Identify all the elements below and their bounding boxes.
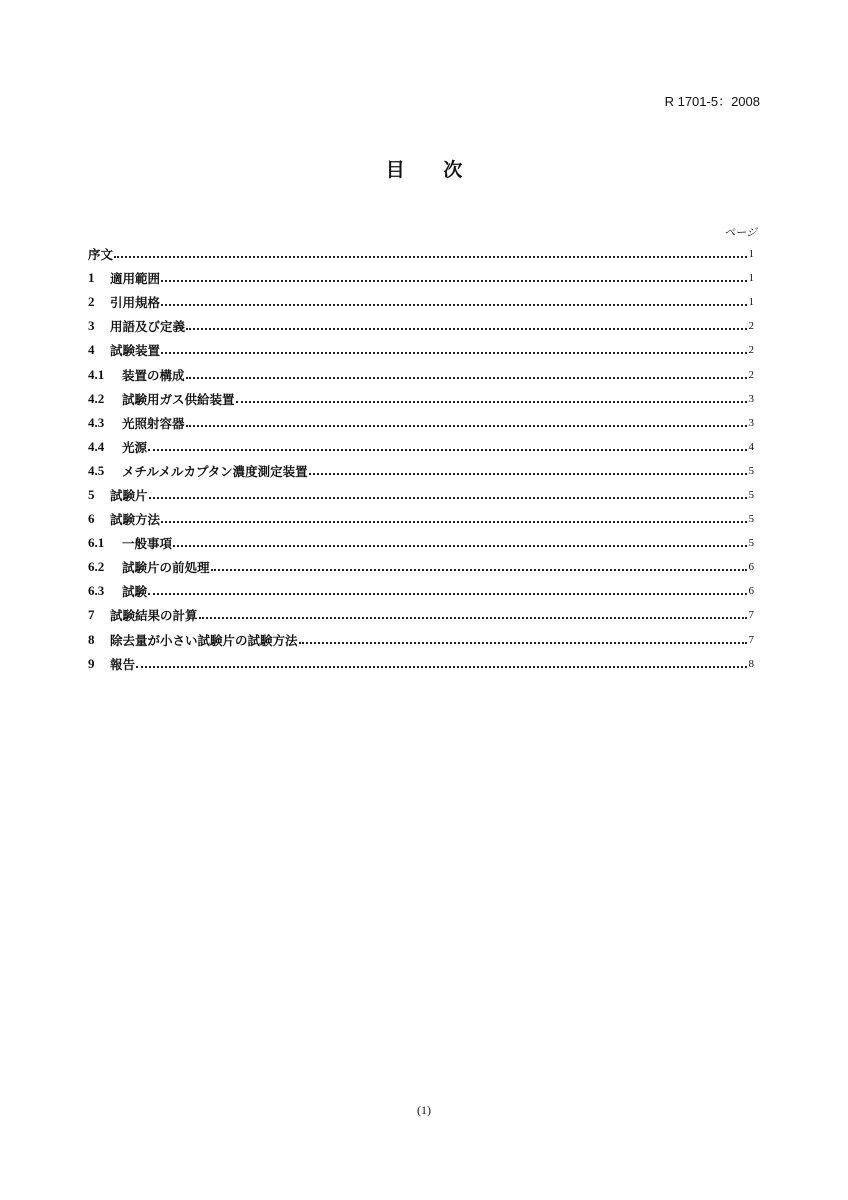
toc-entry-page: 7 [748,609,754,622]
toc-entry-title: 適用範囲 [110,271,161,287]
toc-entry[interactable] [88,531,754,555]
toc-entry-page: 4 [748,440,754,453]
toc-entry[interactable] [88,579,754,603]
toc-entry-number: 4.3 [88,414,105,430]
toc-entry-title: 装置の構成 [122,367,185,383]
toc-entry[interactable] [88,290,754,314]
toc-entry-number: 6.2 [88,559,105,575]
toc-entry[interactable] [88,555,754,579]
dot-leader [114,256,746,258]
toc-entry-number: 5 [88,486,95,502]
toc-entry-page: 5 [748,537,754,550]
dot-leader [186,328,746,330]
toc-entry[interactable] [88,411,754,435]
toc-entry-number: 4 [88,342,95,358]
toc-entry-title: 試験結果の計算 [110,608,198,624]
toc-entry-title: 光源 [122,439,148,455]
toc-entry[interactable] [88,603,754,627]
toc-entry[interactable] [88,435,754,459]
toc-entry-title: 試験片 [110,487,148,503]
dot-leader [173,545,746,547]
dot-leader [149,497,747,499]
toc-entry-number: 4.5 [88,462,105,478]
dot-leader [199,617,747,619]
toc-entry-number: 3 [88,318,95,334]
toc-entry[interactable] [88,459,754,483]
toc-entry-page: 6 [748,561,754,574]
dot-leader [148,593,746,595]
toc-entry-number: 2 [88,294,95,310]
toc-entry-title: 試験方法 [110,512,161,528]
toc-entry-number: 7 [88,607,95,623]
dot-leader [136,666,746,668]
toc-entry-page: 6 [748,585,754,598]
toc-entry[interactable] [88,314,754,338]
toc-entry-number: 4.2 [88,390,105,406]
toc-entry-title: 試験用ガス供給装置 [122,391,235,407]
toc-entry-number: 4.1 [88,366,105,382]
toc-entry-number: 8 [88,631,95,647]
dot-leader [186,425,747,427]
toc-entry-page: 1 [748,248,754,261]
toc-entry[interactable] [88,387,754,411]
dot-leader [148,449,746,451]
toc-entry-title: 試験片の前処理 [122,560,210,576]
toc-entry-number: 6.3 [88,583,105,599]
toc-entry[interactable] [88,242,754,266]
toc-entry-page: 5 [748,488,754,501]
toc-entry[interactable] [88,362,754,386]
dot-leader [309,473,747,475]
page-column-label: ページ [724,226,757,239]
toc-entry-number: 6.1 [88,535,105,551]
toc-entry[interactable] [88,266,754,290]
dot-leader [161,352,746,354]
toc-entry-title: 序文 [88,247,114,263]
toc-entry-page: 1 [748,272,754,285]
toc-entry[interactable] [88,338,754,362]
toc-entry-page: 1 [748,296,754,309]
document-number: R 1701-5：2008 [664,94,760,109]
toc-entry-title: 試験装置 [110,343,161,359]
dot-leader [236,401,747,403]
toc-entry-page: 8 [748,657,754,670]
toc-entry-title: 引用規格 [110,295,161,311]
toc-entry-number: 1 [88,270,95,286]
dot-leader [161,280,746,282]
dot-leader [299,642,747,644]
toc-entry-page: 2 [748,320,754,333]
toc-entry-title: 試験 [122,584,148,600]
table-of-contents [88,242,754,676]
toc-entry[interactable] [88,652,754,676]
toc-entry[interactable] [88,628,754,652]
toc-entry-page: 2 [748,368,754,381]
toc-title: 目 次 [385,159,479,181]
dot-leader [186,377,747,379]
toc-entry-page: 5 [748,513,754,526]
dot-leader [211,569,747,571]
dot-leader [161,521,746,523]
toc-entry-title: メチルメルカプタン濃度測定装置 [122,463,308,479]
toc-entry[interactable] [88,483,754,507]
toc-entry-page: 5 [748,464,754,477]
toc-entry-page: 3 [748,416,754,429]
footer-page-number: (1) [417,1103,431,1117]
toc-entry-page: 7 [748,633,754,646]
dot-leader [161,304,746,306]
toc-entry-number: 4.4 [88,438,105,454]
toc-entry-title: 除去量が小さい試験片の試験方法 [110,632,298,648]
toc-entry-title: 一般事項 [122,536,173,552]
toc-entry-title: 光照射容器 [122,415,185,431]
toc-entry-title: 報告 [110,656,136,672]
toc-entry-page: 2 [748,344,754,357]
toc-entry-title: 用語及び定義 [110,319,186,335]
toc-entry[interactable] [88,507,754,531]
toc-entry-number: 6 [88,511,95,527]
toc-entry-page: 3 [748,392,754,405]
toc-entry-number: 9 [88,655,95,671]
